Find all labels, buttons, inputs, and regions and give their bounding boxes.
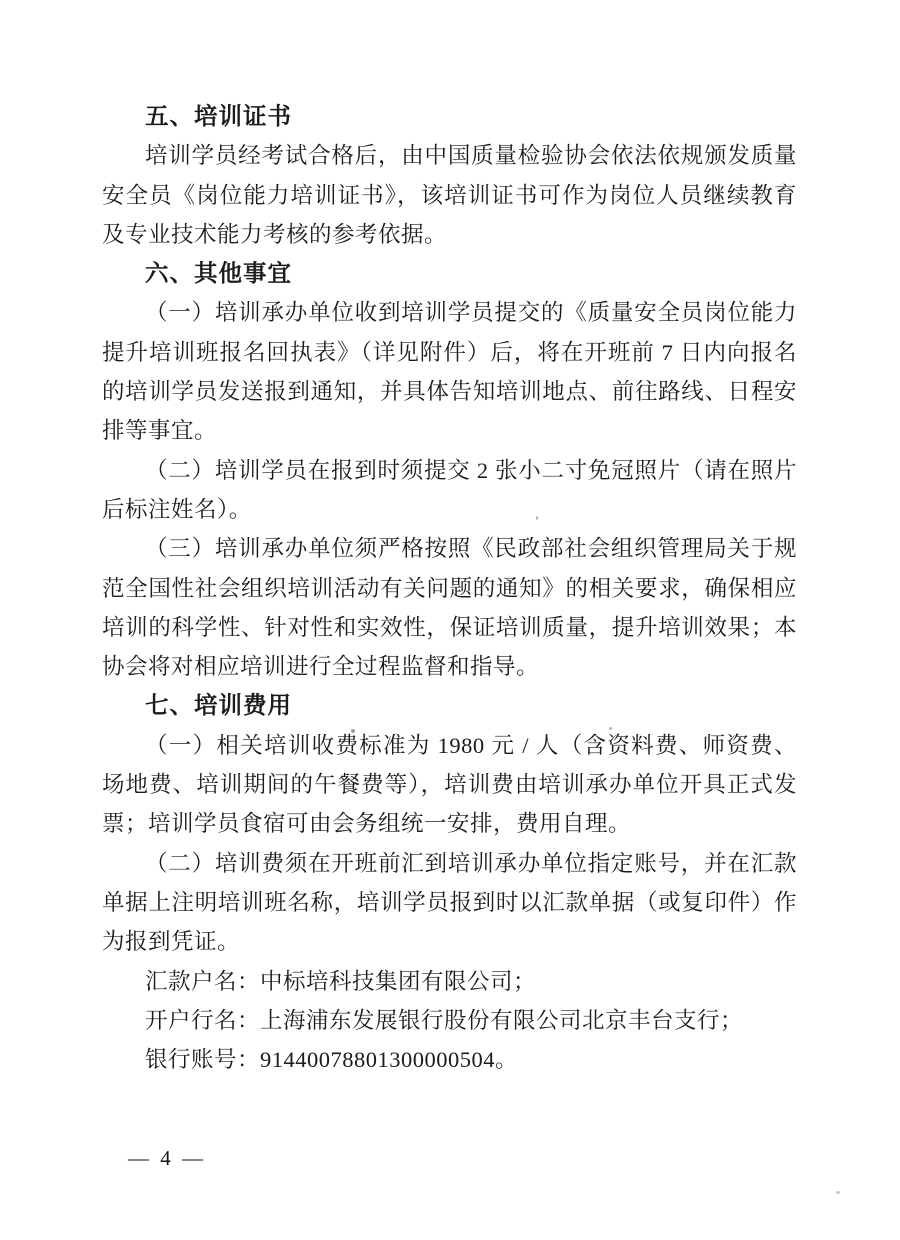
text-line: 票；培训学员食宿可由会务组统一安排，费用自理。: [102, 811, 632, 837]
scan-noise-speck: [836, 1191, 840, 1194]
scan-noise-speck: [536, 516, 538, 520]
text-line: 及专业技术能力考核的参考依据。: [102, 221, 448, 247]
text-line: 为报到凭证。: [102, 929, 241, 955]
scan-noise-speck: [351, 729, 355, 733]
text-line: 提升培训班报名回执表》（详见附件）后，将在开班前 7 日内向报名: [102, 339, 797, 365]
text-line: 安全员《岗位能力培训证书》，该培训证书可作为岗位人员继续教育: [102, 182, 797, 208]
text-line: 单据上注明培训班名称，培训学员报到时以汇款单据（或复印件）作: [102, 889, 797, 915]
text-line: 的培训学员发送报到通知，并具体告知培训地点、前往路线、日程安: [102, 379, 797, 405]
scan-noise-speck: [609, 727, 612, 730]
text-line: 协会将对相应培训进行全过程监督和指导。: [102, 654, 540, 680]
text-line: （一）培训承办单位收到培训学员提交的《质量安全员岗位能力: [145, 300, 797, 326]
text-line: 场地费、培训期间的午餐费等），培训费由培训承办单位开具正式发: [102, 772, 797, 798]
page-number: — 4 —: [128, 1146, 206, 1170]
text-line: 培训的科学性、针对性和实效性，保证培训质量，提升培训效果；本: [102, 614, 797, 640]
text-line: （二）培训费须在开班前汇到培训承办单位指定账号，并在汇款: [145, 850, 797, 876]
text-line: 范全国性社会组织培训活动有关问题的通知》的相关要求，确保相应: [102, 575, 797, 601]
text-line: 银行账号：91440078801300000504。: [145, 1047, 519, 1073]
text-line: 后标注姓名）。: [102, 496, 252, 522]
text-line: （二）培训学员在报到时须提交 2 张小二寸免冠照片（请在照片: [145, 457, 797, 483]
section-heading: 七、培训费用: [145, 692, 292, 719]
text-line: 汇款户名：中标培科技集团有限公司；: [145, 968, 537, 994]
text-line: 培训学员经考试合格后，由中国质量检验协会依法依规颁发质量: [145, 143, 797, 169]
text-line: （三）培训承办单位须严格按照《民政部社会组织管理局关于规: [145, 536, 797, 562]
section-heading: 六、其他事宜: [145, 260, 292, 287]
text-line: 开户行名：上海浦东发展银行股份有限公司北京丰台支行；: [145, 1007, 744, 1033]
document-body: [102, 97, 797, 1079]
section-heading: 五、培训证书: [145, 103, 292, 129]
text-line: （一）相关培训收费标准为 1980 元 / 人（含资料费、师资费、: [145, 732, 797, 758]
text-line: 排等事宜。: [102, 418, 218, 444]
